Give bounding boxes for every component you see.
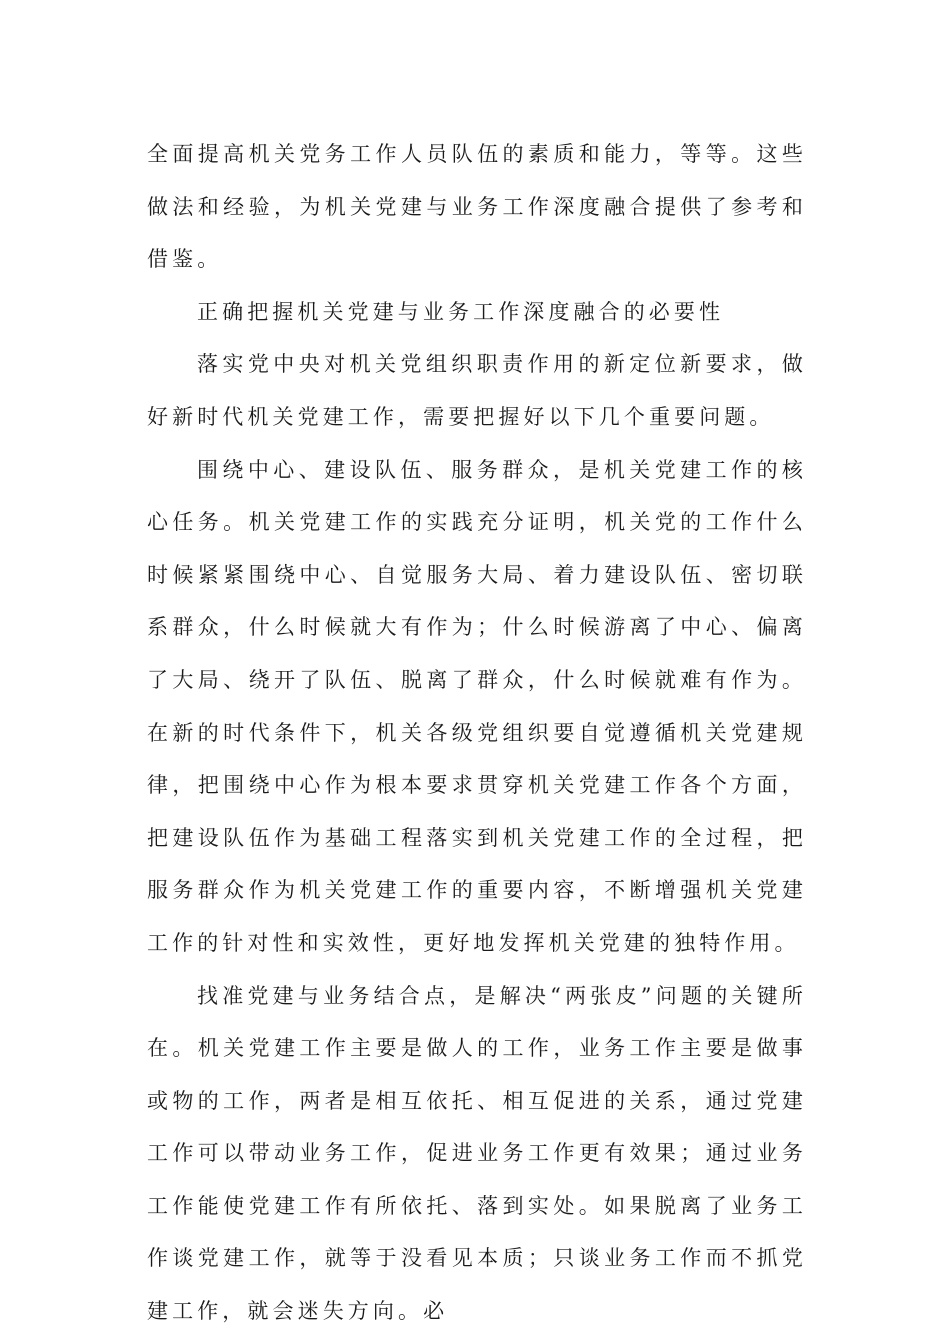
paragraph-integration-point: 找准党建与业务结合点，是解决“两张皮”问题的关键所在。机关党建工作主要是做人的工作，业务工作主要是做事或物的工作，两者是相互依托、相互促进的关系，通过党建工作可以带动业务工作，促进业务工作更有效果；通过业务工作能使党建工作有所依托、落到实处。如果脱离了业务工作谈党建工作，就等于没看见本质；只谈业务工作而不抓党建工作，就会迷失方向。必 [147, 983, 807, 1324]
document-body [147, 128, 807, 1338]
section-heading: 正确把握机关党建与业务工作深度融合的必要性 [197, 299, 725, 324]
paragraph-requirements: 落实党中央对机关党组织职责作用的新定位新要求，做好新时代机关党建工作，需要把握好以下几个重要问题。 [147, 352, 807, 429]
paragraph-continuation: 全面提高机关党务工作人员队伍的素质和能力，等等。这些做法和经验，为机关党建与业务工作深度融合提供了参考和借鉴。 [147, 142, 807, 272]
paragraph-core-tasks: 围绕中心、建设队伍、服务群众，是机关党建工作的核心任务。机关党建工作的实践充分证明，机关党的工作什么时候紧紧围绕中心、自觉服务大局、着力建设队伍、密切联系群众，什么时候就大有作为；什么时候游离了中心、偏离了大局、绕开了队伍、脱离了群众，什么时候就难有作为。在新的时代条件下，机关各级党组织要自觉遵循机关党建规律，把围绕中心作为根本要求贯穿机关党建工作各个方面，把建设队伍作为基础工程落实到机关党建工作的全过程，把服务群众作为机关党建工作的重要内容，不断增强机关党建工作的针对性和实效性，更好地发挥机关党建的独特作用。 [147, 457, 807, 955]
